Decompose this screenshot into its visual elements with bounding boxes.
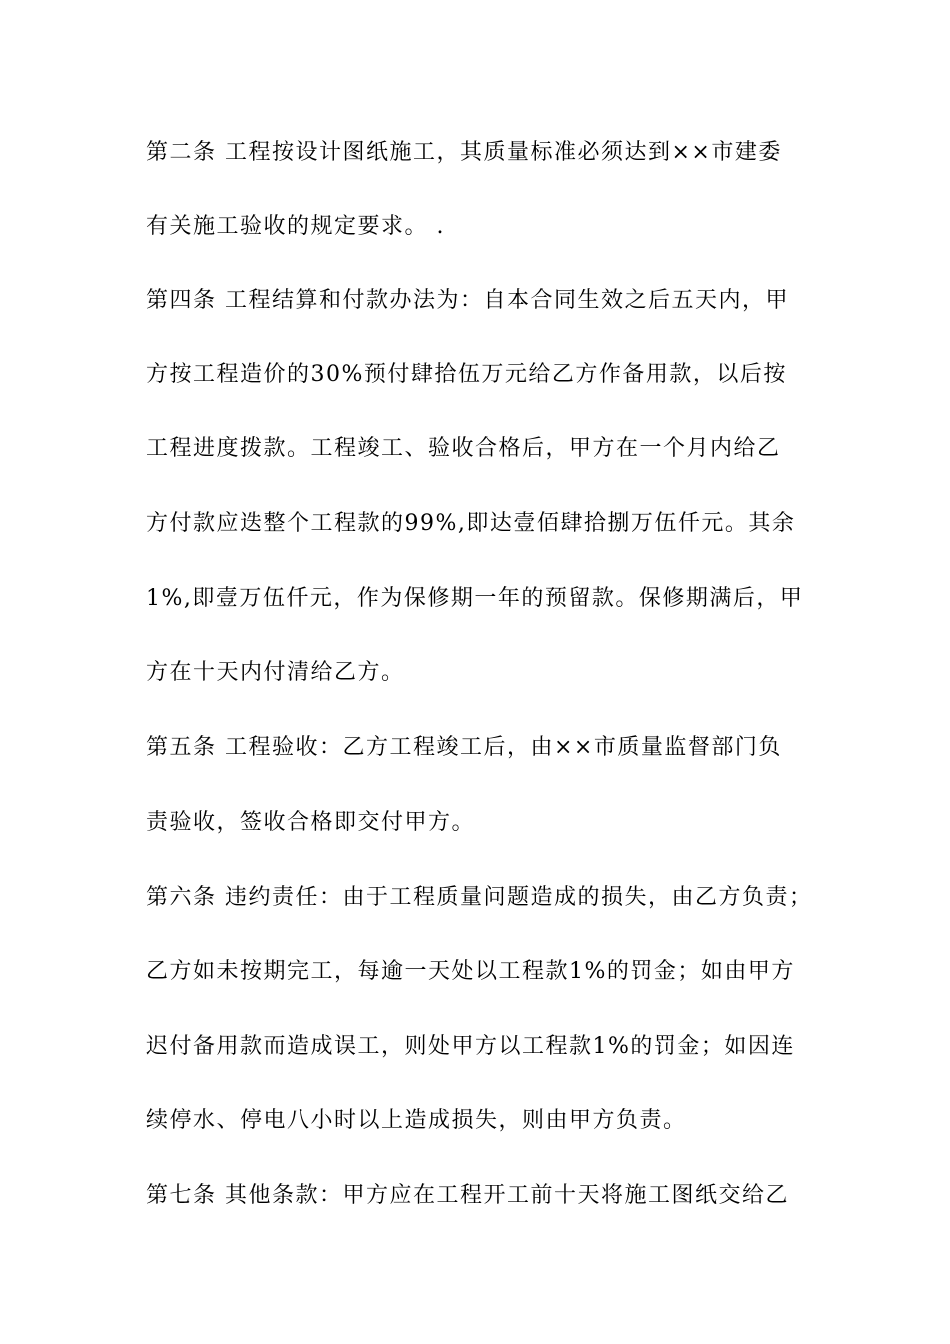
text-line: 乙方如未按期完工，每逾一天处以工程款1%的罚金；如由甲方 bbox=[146, 959, 795, 984]
text-line: 方付款应迭整个工程款的99%,即达壹佰肆拾捌万伍仟元。其余 bbox=[146, 511, 796, 536]
text-line: 第五条 工程验收：乙方工程竣工后，由××市质量监督部门负 bbox=[146, 735, 782, 760]
text-line: 1%,即壹万伍仟元，作为保修期一年的预留款。保修期满后，甲 bbox=[146, 586, 804, 611]
text-line: 有关施工验收的规定要求。 . bbox=[146, 214, 445, 239]
text-line: 迟付备用款而造成误工，则处甲方以工程款1%的罚金；如因连 bbox=[146, 1034, 795, 1059]
text-line: 第二条 工程按设计图纸施工，其质量标准必须达到××市建委 bbox=[146, 140, 782, 165]
text-line: 工程进度拨款。工程竣工、验收合格后，甲方在一个月内给乙 bbox=[146, 436, 781, 461]
text-line: 第六条 违约责任：由于工程质量问题造成的损失，由乙方负责； bbox=[146, 885, 813, 910]
text-line: 责验收，签收合格即交付甲方。 bbox=[146, 810, 476, 835]
text-line: 第七条 其他条款：甲方应在工程开工前十天将施工图纸交给乙 bbox=[146, 1183, 789, 1208]
text-line: 方在十天内付清给乙方。 bbox=[146, 660, 405, 685]
text-line: 第四条 工程结算和付款办法为：自本合同生效之后五天内，甲 bbox=[146, 288, 789, 313]
text-line: 续停水、停电八小时以上造成损失，则由甲方负责。 bbox=[146, 1108, 687, 1133]
text-line: 方按工程造价的30%预付肆拾伍万元给乙方作备用款，以后按 bbox=[146, 362, 787, 387]
